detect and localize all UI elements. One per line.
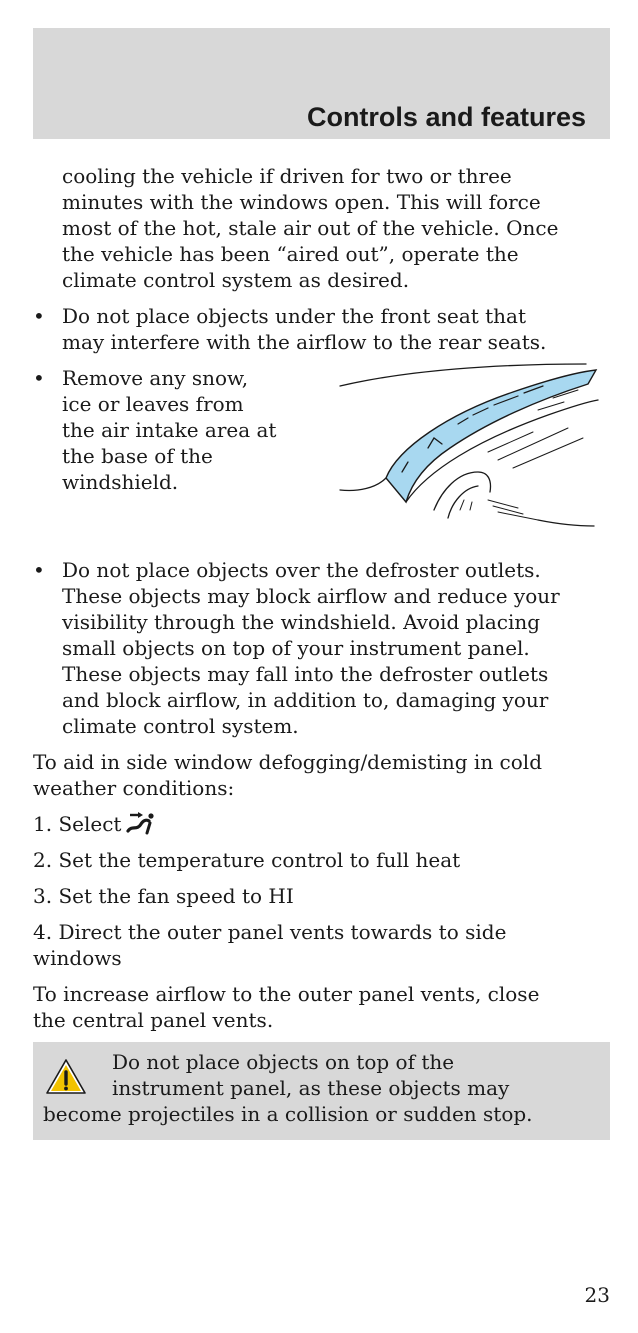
step-2-text: 2. Set the temperature control to full heat [33, 848, 461, 872]
text-line: instrument panel, as these objects may [112, 1076, 510, 1100]
floor-defrost-mode-icon [125, 811, 155, 835]
intro-paragraph [33, 163, 610, 293]
text-line: Do not place objects over the defroster outlets. [62, 558, 541, 582]
step-4 [33, 919, 610, 971]
page-title: Controls and features [306, 102, 586, 132]
windshield-air-intake-illustration [338, 360, 600, 530]
text-line: the central panel vents. [33, 1008, 274, 1032]
text-line: become projectiles in a collision or sudden stop. [43, 1102, 533, 1126]
text-line: Do not place objects on top of the [112, 1050, 455, 1074]
step-3 [33, 883, 610, 909]
text-line: most of the hot, stale air out of the vehicle. Once [62, 216, 559, 240]
step-2 [33, 847, 610, 873]
text-line: To increase airflow to the outer panel vents, close [33, 982, 540, 1006]
header-bar [33, 28, 610, 139]
text-line: the base of the [62, 444, 213, 468]
bullet-snow-block [33, 365, 610, 557]
text-line: To aid in side window defogging/demisting in cold [33, 750, 542, 774]
warning-box [33, 1042, 610, 1140]
step-1 [33, 811, 610, 837]
text-line: may interfere with the airflow to the rear seats. [62, 330, 547, 354]
text-line: windshield. [62, 470, 179, 494]
bullet-seat [33, 303, 610, 355]
text-line: cooling the vehicle if driven for two or three [62, 164, 512, 188]
main-content [33, 163, 610, 1033]
text-line: the vehicle has been “aired out”, operate the [62, 242, 519, 266]
page-number: 23 [584, 1283, 610, 1307]
text-line: climate control system. [62, 714, 299, 738]
text-line: weather conditions: [33, 776, 235, 800]
text-line: and block airflow, in addition to, damaging your [62, 688, 549, 712]
text-line: Do not place objects under the front seat that [62, 304, 527, 328]
text-line: These objects may fall into the defroster outlets [62, 662, 549, 686]
warning-text [43, 1049, 603, 1127]
bullet-icon: • [33, 558, 45, 582]
text-line: Remove any snow, [62, 366, 249, 390]
text-line: 4. Direct the outer panel vents towards to side [33, 920, 507, 944]
text-line: the air intake area at [62, 418, 277, 442]
step-3-text: 3. Set the fan speed to HI [33, 884, 294, 908]
defog-intro [33, 749, 610, 801]
text-line: climate control system as desired. [62, 268, 410, 292]
text-line: ice or leaves from [62, 392, 244, 416]
bullet-defroster [33, 557, 610, 739]
text-line: These objects may block airflow and reduce your [62, 584, 560, 608]
bullet-icon: • [33, 366, 45, 390]
airflow-tip [33, 981, 610, 1033]
bullet-icon: • [33, 304, 45, 328]
text-line: windows [33, 946, 122, 970]
bullet-snow [33, 365, 342, 495]
text-line: small objects on top of your instrument panel. [62, 636, 530, 660]
text-line: visibility through the windshield. Avoid placing [62, 610, 541, 634]
text-line: minutes with the windows open. This will force [62, 190, 541, 214]
step-1-text: 1. Select [33, 812, 122, 836]
